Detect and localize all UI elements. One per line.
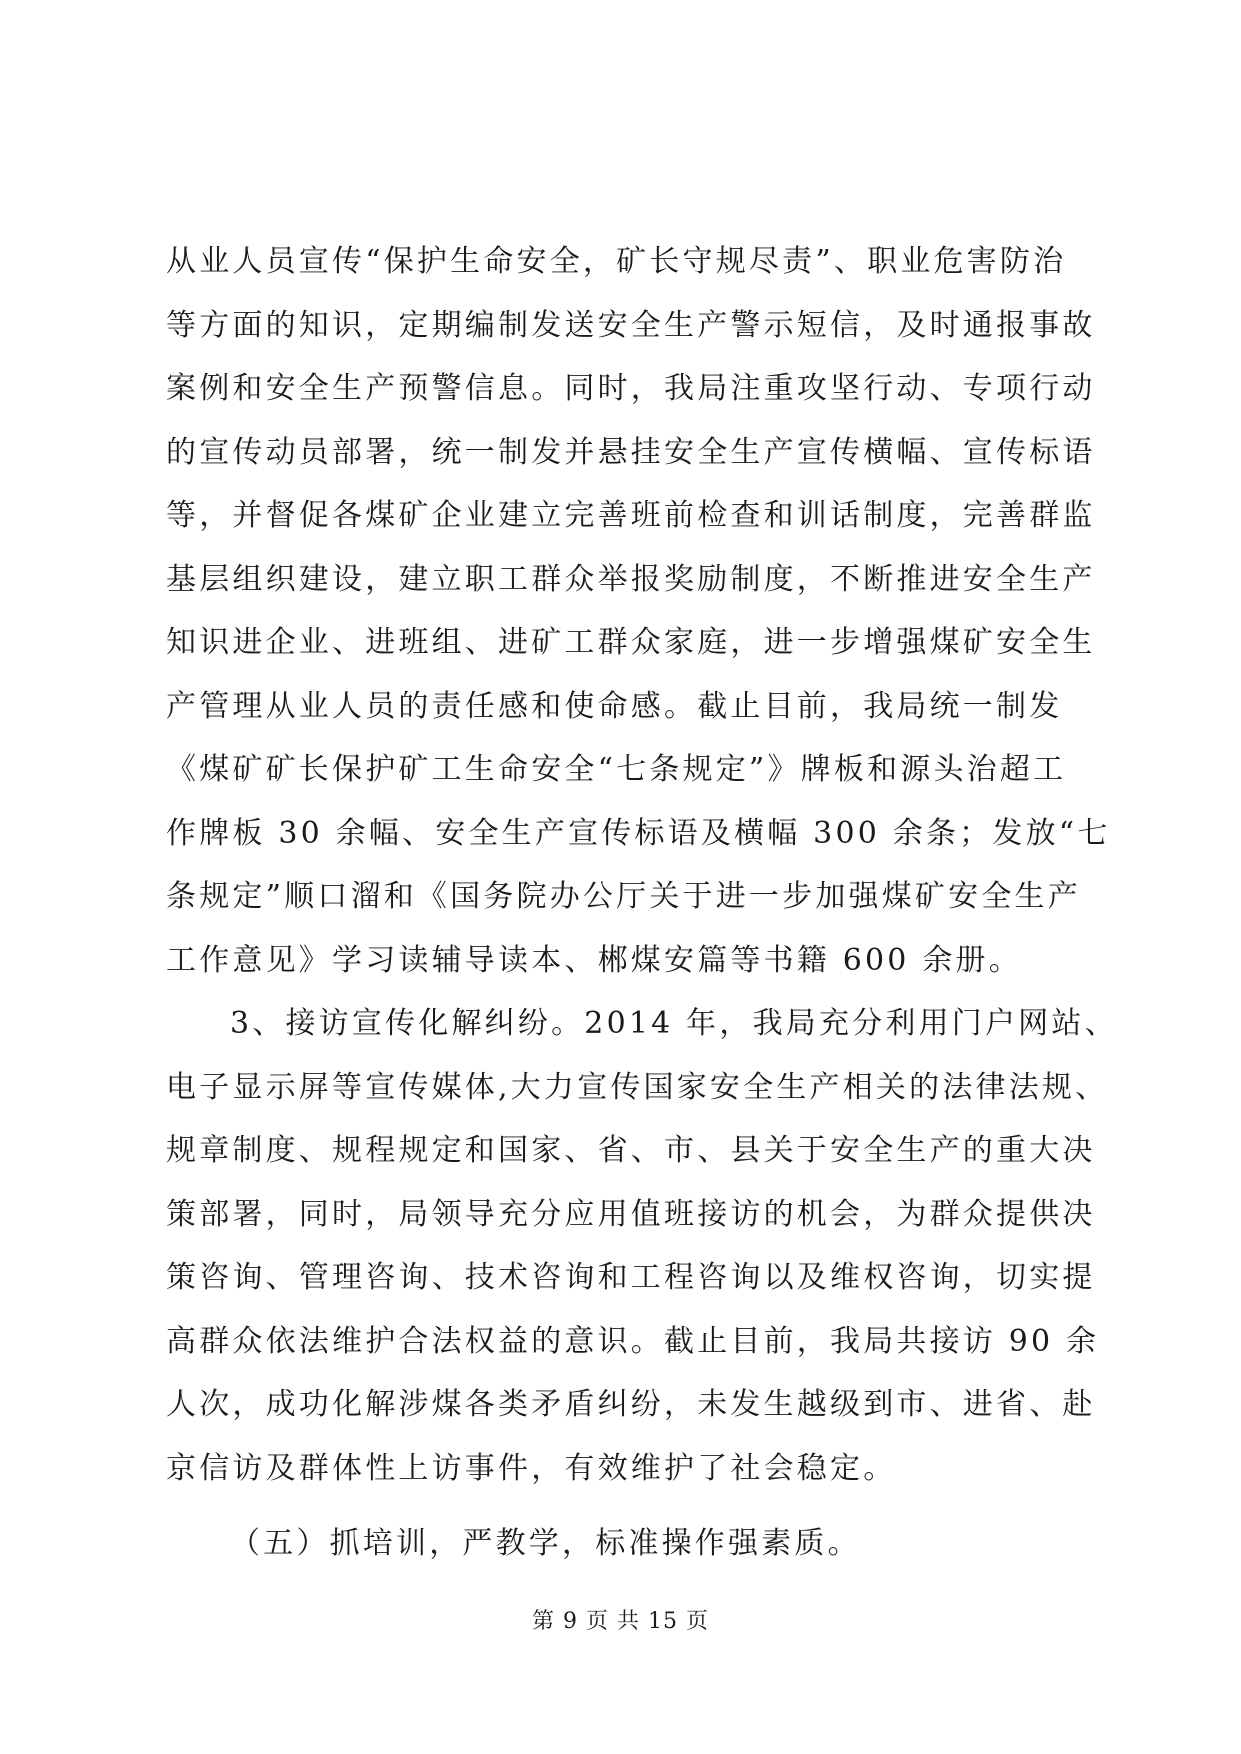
text-line: 产管理从业人员的责任感和使命感。截止目前，我局统一制发: [166, 688, 1063, 724]
section-heading: （五）抓培训，严教学，标准操作强素质。: [230, 1526, 861, 1561]
text-line: 基层组织建设，建立职工群众举报奖励制度，不断推进安全生产: [166, 561, 1096, 597]
text-line: 规章制度、规程规定和国家、省、市、县关于安全生产的重大决: [166, 1133, 1096, 1168]
text-line: 高群众依法维护合法权益的意识。截止目前，我局共接访 90 余: [166, 1323, 1100, 1359]
text-line: 电子显示屏等宣传媒体,大力宣传国家安全生产相关的法律法规、: [166, 1069, 1109, 1105]
text-line: 案例和安全生产预警信息。同时，我局注重攻坚行动、专项行动: [166, 371, 1096, 406]
text-line: 工作意见》学习读辅导读本、郴煤安篇等书籍 600 余册。: [166, 942, 1022, 978]
text-line: 等方面的知识，定期编制发送安全生产警示短信，及时通报事故: [166, 307, 1096, 343]
text-line: 作牌板 30 余幅、安全生产宣传标语及横幅 300 余条；发放“七: [166, 815, 1111, 851]
text-line: 《煤矿矿长保护矿工生命安全“七条规定”》牌板和源头治超工: [166, 752, 1067, 787]
text-line: 从业人员宣传“保护生命安全，矿长守规尽责”、职业危害防治: [166, 244, 1067, 279]
text-line: 知识进企业、进班组、进矿工群众家庭，进一步增强煤矿安全生: [166, 625, 1096, 660]
text-line: 人次，成功化解涉煤各类矛盾纠纷，未发生越级到市、进省、赴: [166, 1387, 1096, 1422]
text-line: 策部署，同时，局领导充分应用值班接访的机会，为群众提供决: [166, 1196, 1096, 1232]
page-footer: 第 9 页 共 15 页: [532, 1609, 709, 1634]
document-body: [166, 230, 1118, 1576]
paragraph-start-line: 3、接访宣传化解纠纷。2014 年，我局充分利用门户网站、: [230, 1006, 1118, 1041]
text-line: 条规定”顺口溜和《国务院办公厅关于进一步加强煤矿安全生产: [166, 879, 1081, 914]
text-line: 京信访及群体性上访事件，有效维护了社会稳定。: [166, 1450, 897, 1486]
text-line: 策咨询、管理咨询、技术咨询和工程咨询以及维权咨询，切实提: [166, 1260, 1096, 1295]
text-line: 的宣传动员部署，统一制发并悬挂安全生产宣传横幅、宣传标语: [166, 434, 1096, 470]
text-line: 等，并督促各煤矿企业建立完善班前检查和训话制度，完善群监: [166, 498, 1096, 533]
